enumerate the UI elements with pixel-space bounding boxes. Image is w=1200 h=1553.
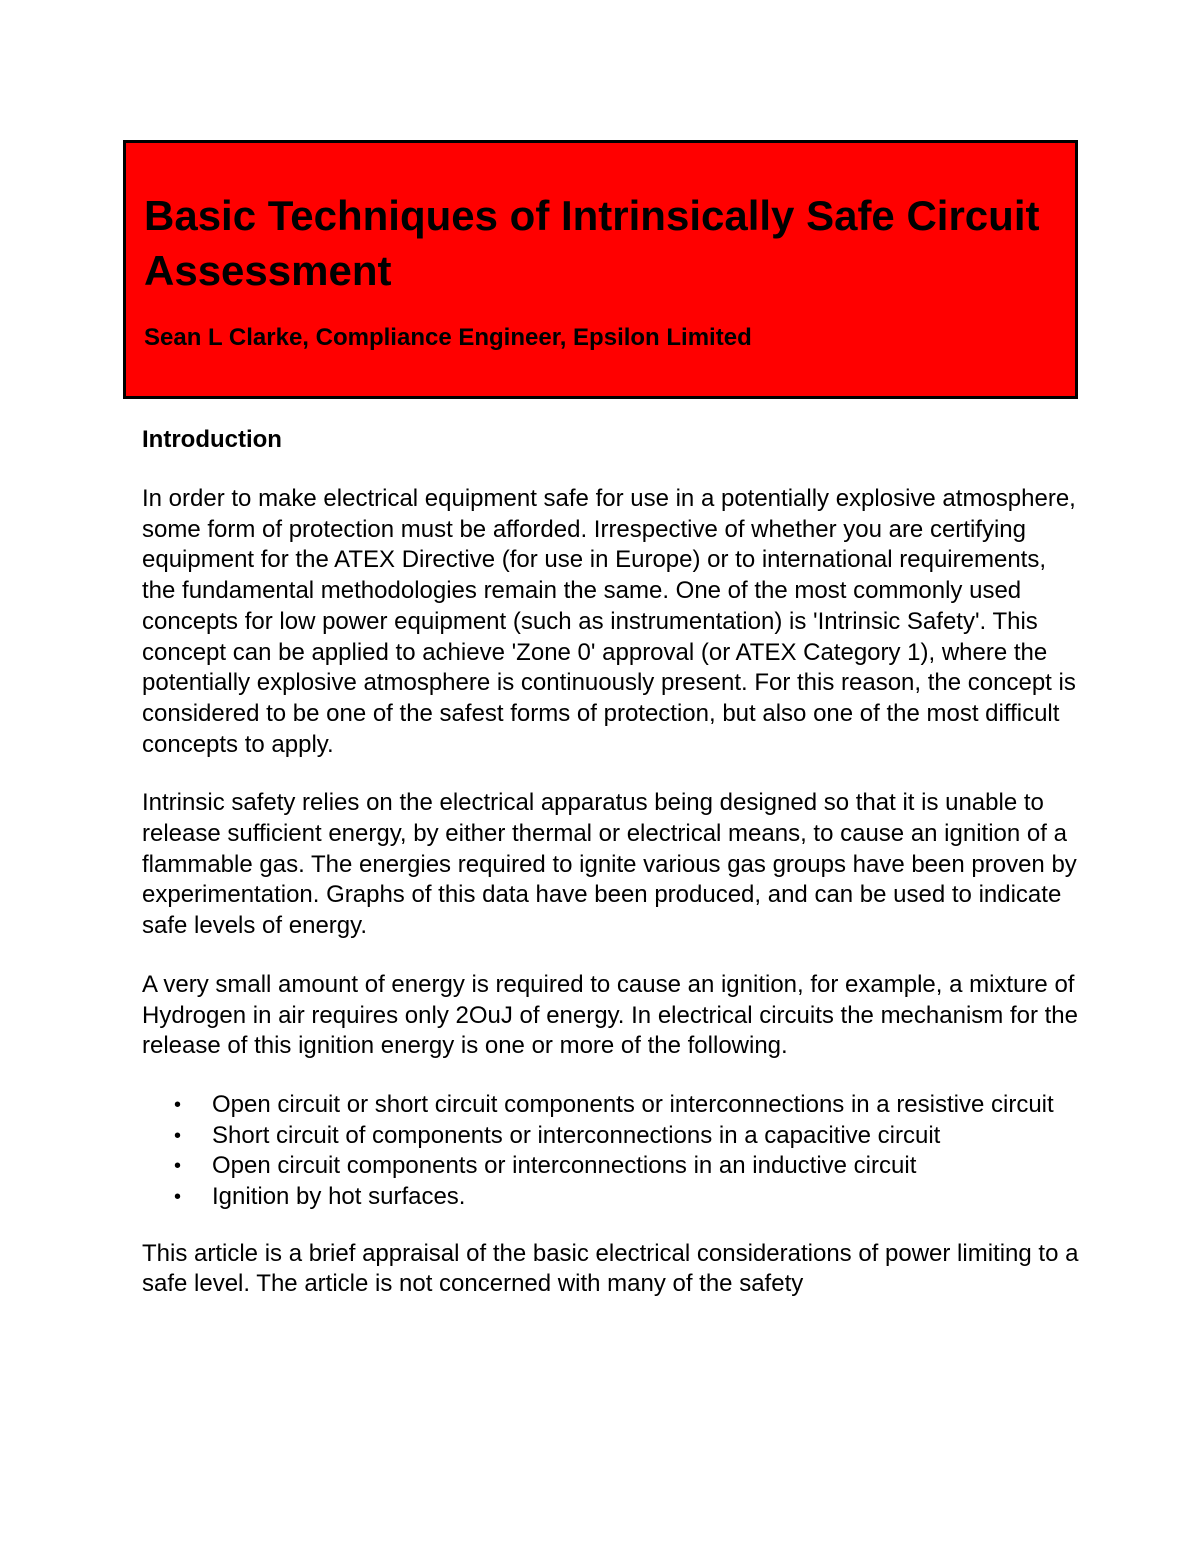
list-item-text: Open circuit or short circuit components or interconnections in a resistive circuit — [212, 1090, 1054, 1118]
document-title: Basic Techniques of Intrinsically Safe Circuit Assessment — [144, 192, 1040, 294]
title-box — [123, 140, 1078, 399]
list-item — [174, 1182, 1082, 1213]
list-item-text: Open circuit components or interconnections in an inductive circuit — [212, 1152, 917, 1180]
list-item-text: Short circuit of components or interconnections in a capacitive circuit — [212, 1121, 941, 1149]
list-item — [174, 1151, 1082, 1182]
list-item — [174, 1121, 1082, 1152]
bullet-icon: • — [174, 1155, 182, 1178]
document-body — [142, 424, 1082, 1328]
ignition-mechanism-list — [142, 1090, 1082, 1213]
bullet-icon: • — [174, 1186, 182, 1209]
list-item — [174, 1090, 1082, 1121]
paragraph-1: In order to make electrical equipment safe for use in a potentially explosive atmosphere, some form of protection must be afforded. Irrespective of whether you are certifying equipment for the ATEX Directive (for use in Europe) or to international requirements, the fundamental methodologies remain the same. One of the most commonly used concepts for low power equipment (such as instrumentation) is 'Intrinsic Safety'. This concept can be applied to achieve 'Zone 0' approval (or ATEX Category 1), where the potentially explosive atmosphere is continuously present. For this reason, the concept is considered to be one of the safest forms of protection, but also one of the most difficult concepts to apply. — [142, 485, 1076, 758]
section-heading-introduction: Introduction — [142, 426, 282, 453]
paragraph-4: This article is a brief appraisal of the basic electrical considerations of power limiting to a safe level. The article is not concerned with many of the safety — [142, 1239, 1079, 1298]
bullet-icon: • — [174, 1124, 182, 1147]
paragraph-2: Intrinsic safety relies on the electrical apparatus being designed so that it is unable to release sufficient energy, by either thermal or electrical means, to cause an ignition of a flammable gas. The energies required to ignite various gas groups have been proven by experimentation. Graphs of this data have been produced, and can be used to indicate safe levels of energy. — [142, 789, 1077, 940]
bullet-icon: • — [174, 1093, 182, 1116]
paragraph-3: A very small amount of energy is required to cause an ignition, for example, a mixture of Hydrogen in air requires only 2OuJ of energy. In electrical circuits the mechanism for the release of this ignition energy is one or more of the following. — [142, 970, 1078, 1060]
document-author: Sean L Clarke, Compliance Engineer, Epsilon Limited — [144, 324, 752, 351]
list-item-text: Ignition by hot surfaces. — [212, 1183, 466, 1211]
